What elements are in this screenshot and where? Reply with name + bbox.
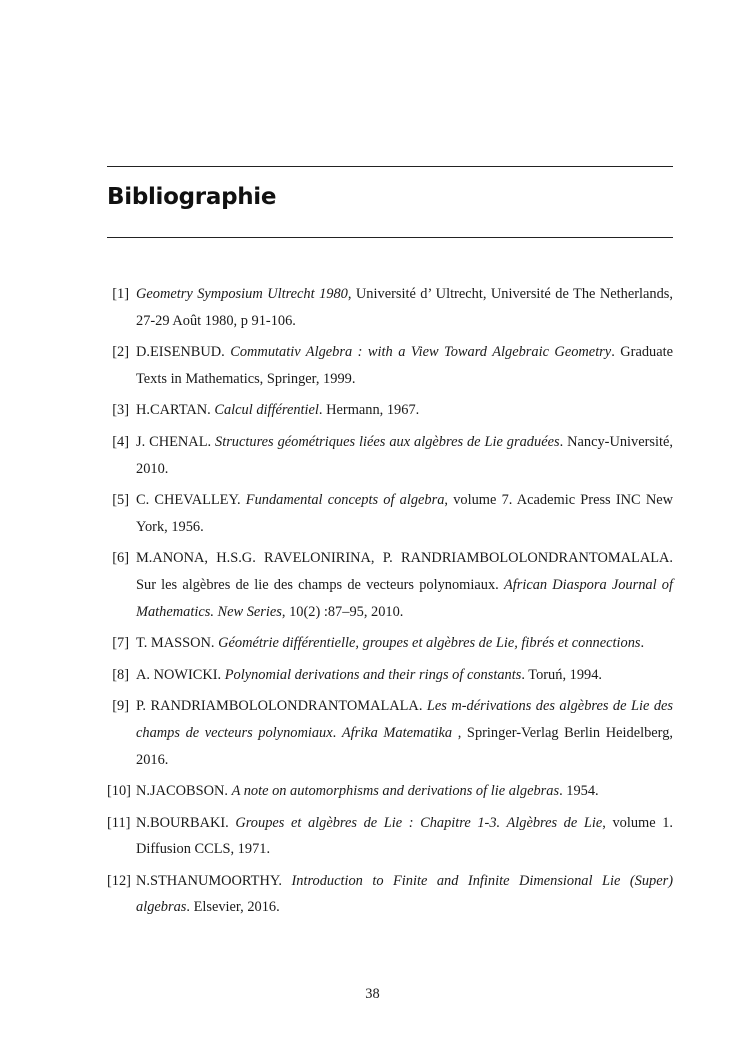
heading-bottom-rule [107, 237, 673, 238]
bib-entry-11 [107, 810, 673, 863]
bib-title: African Diaspora Journal of Mathematics. New Series [136, 576, 673, 620]
bib-details: . Nancy-Université, 2010. [136, 433, 673, 477]
bib-details: . Hermann, 1967. [318, 402, 420, 419]
bib-entry-9 [107, 693, 673, 773]
bib-number: [12] [107, 872, 131, 889]
heading-top-rule [107, 166, 673, 167]
bib-number: [2] [112, 344, 129, 361]
bib-authors: D.EISENBUD. [136, 344, 231, 361]
bib-entry-2 [107, 339, 673, 392]
bib-authors: N.JACOBSON. [136, 783, 232, 800]
bib-number: [3] [112, 402, 129, 419]
bib-authors: T. MASSON. [136, 635, 219, 652]
bib-authors: P. RANDRIAMBOLOLONDRANTOMALALA. [136, 698, 427, 715]
bib-title: Les m-dérivations des algèbres de Lie des champs de vecteurs polynomiaux [136, 698, 674, 741]
bib-details: , volume 1. Diffusion CCLS, 1971. [136, 814, 673, 858]
bib-title: Polynomial derivations and their rings of constants [224, 666, 522, 683]
bib-authors: J. CHENAL. [136, 433, 216, 450]
bib-number: [1] [112, 286, 129, 302]
bib-details: . Elsevier, 2016. [186, 899, 280, 916]
bib-details: , volume 7. Academic Press INC New York, 1956. [136, 492, 673, 535]
bib-authors: A. NOWICKI. [136, 666, 225, 683]
bib-title: Introduction to Finite and Infinite Dimensional Lie (Super) algebras [136, 872, 673, 916]
bib-entry-7 [107, 630, 673, 657]
bib-title: Calcul différentiel [214, 402, 319, 419]
bib-entry-1 [107, 281, 673, 334]
bib-authors: H.CARTAN. [136, 402, 215, 419]
bib-details: , Université d’ Ultrecht, Université de The Netherlands, 27-29 Août 1980, p 91-106. [136, 286, 673, 329]
bib-number: [9] [112, 698, 129, 715]
bib-entry-12 [107, 868, 673, 921]
bib-entry-3 [107, 397, 673, 424]
bib-entry-5 [107, 487, 673, 540]
bib-title: Geometry Symposium Ultrecht 1980 [136, 286, 348, 302]
bibliography-list [107, 281, 673, 926]
bib-number: [7] [112, 635, 129, 652]
bib-number: [8] [112, 666, 129, 683]
bib-publisher: , Springer-Verlag Berlin Heidelberg, 2016. [136, 724, 673, 768]
bib-details: . [640, 635, 645, 652]
bib-title: Groupes et algèbres de Lie : Chapitre 1-3. Algèbres de Lie [235, 814, 603, 831]
bib-number: [6] [112, 550, 129, 567]
bib-details: , 10(2) :87–95, 2010. [281, 603, 404, 620]
bib-details: . [332, 724, 342, 741]
bib-title: Structures géométriques liées aux algèbres de Lie graduées [215, 433, 560, 450]
bib-entry-10 [107, 778, 673, 805]
bib-authors: N.STHANUMOORTHY. [136, 872, 292, 889]
bib-authors: C. CHEVALLEY. [136, 492, 246, 509]
bib-journal: Afrika Matematika [341, 724, 453, 741]
bib-details: . 1954. [559, 783, 599, 800]
bib-number: [10] [107, 783, 131, 800]
bib-title: Fundamental concepts of algebra [245, 492, 445, 509]
bib-title: Commutativ Algebra : with a View Toward Algebraic Geometry [230, 344, 612, 361]
bib-number: [11] [107, 814, 131, 831]
bib-authors: N.BOURBAKI. [136, 814, 236, 831]
bib-entry-4 [107, 429, 673, 482]
bib-entry-6 [107, 545, 673, 625]
bib-details: . Graduate Texts in Mathematics, Springer, 1999. [136, 344, 674, 387]
bib-number: [4] [112, 433, 129, 450]
bib-title: Géométrie différentielle, groupes et algèbres de Lie, fibrés et connections [218, 635, 641, 652]
page-number: 38 [365, 986, 380, 1002]
bib-authors: M.ANONA, H.S.G. RAVELONIRINA, P. RANDRIAMBOLOLONDRANTOMALALA. Sur les algèbres de lie des champs de vecteurs polynomiaux. [136, 550, 673, 593]
bib-details: . Toruń, 1994. [521, 666, 603, 683]
chapter-heading: Bibliographie [107, 184, 277, 210]
bib-entry-8 [107, 662, 673, 689]
bib-number: [5] [112, 492, 129, 509]
bib-title: A note on automorphisms and derivations of lie algebras [231, 783, 560, 800]
